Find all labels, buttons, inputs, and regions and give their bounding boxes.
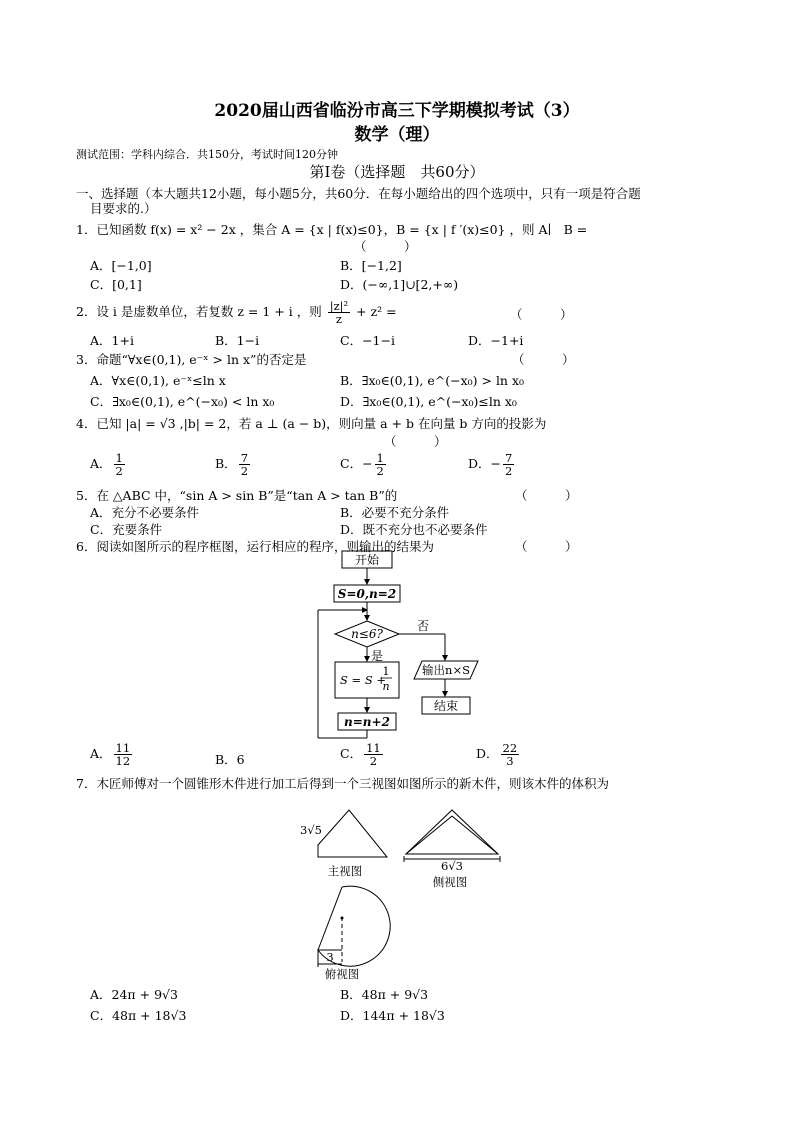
q4-d-den: 2 xyxy=(505,464,513,479)
q7-three-views xyxy=(290,802,520,982)
q5-option-b: B．必要不充分条件 xyxy=(340,505,450,520)
q6-a-label: A． xyxy=(90,746,112,762)
flow-update-label: S = S + xyxy=(340,673,386,687)
q3-option-b: B．∃x₀∈(0,1), e^(−x₀) > ln x₀ xyxy=(340,373,525,388)
q7-stem: 7．木匠师傅对一个圆锥形木件进行加工后得到一个三视图如图所示的新木件，则该木件的体积为 xyxy=(76,776,609,791)
q1-option-d: D．(−∞,1]∪[2,+∞) xyxy=(340,277,459,292)
q1-stem: 1．已知函数 f(x) = x² − 2x ，集合 A = {x | f(x)≤0}，B = {x | f ′(x)≤0} ，则 A∣ B = xyxy=(76,222,588,237)
q4-b-label: B． xyxy=(215,456,237,472)
q4-stem: 4．已知 |a| = √3 ,|b| = 2，若 a ⊥ (a − b)，则向量 a + b 在向量 b 方向的投影为 xyxy=(76,416,547,431)
flow-yes-label: 是 xyxy=(371,649,384,663)
q5-stem: 5．在 △ABC 中，“sin A > sin B”是“tan A > tan B”的 xyxy=(76,488,398,503)
side-dim-label: 6√3 xyxy=(441,859,463,873)
q2-stem-pre: 2．设 i 是虚数单位，若复数 z = 1 + i ，则 xyxy=(76,304,322,320)
q3-option-a: A．∀x∈(0,1), e⁻ˣ≤ln x xyxy=(90,373,226,388)
q3-option-c: C．∃x₀∈(0,1), e^(−x₀) < ln x₀ xyxy=(90,394,275,409)
flow-update-den: n xyxy=(382,680,390,693)
flow-end-label: 结束 xyxy=(433,699,459,713)
q2-option-c: C．−1−i xyxy=(340,333,395,348)
flow-start-label: 开始 xyxy=(354,553,380,567)
flow-condition-label: n≤6? xyxy=(351,627,383,641)
q4-option-b xyxy=(215,452,252,477)
q6-d-label: D． xyxy=(476,746,499,762)
q3-stem: 3．命题“∀x∈(0,1), e⁻ˣ > ln x”的否定是 xyxy=(76,352,307,367)
q6-a-frac xyxy=(114,742,133,767)
q5-blank: （ ） xyxy=(515,488,578,503)
q4-d-label: D．− xyxy=(468,456,501,472)
q6-flowchart xyxy=(300,548,500,744)
instructions-line-1: 一、选择题（本大题共12小题，每小题5分，共60分．在每小题给出的四个选项中，只有一项是符合题 xyxy=(76,186,641,201)
subject-title: 数学（理） xyxy=(354,125,440,145)
q4-a-num: 1 xyxy=(115,451,123,465)
q7-option-b: B．48π + 9√3 xyxy=(340,987,429,1002)
q4-option-c xyxy=(340,452,388,477)
q2-frac-den: z xyxy=(335,312,342,327)
q1-option-a: A．[−1,0] xyxy=(90,258,152,273)
q6-d-num: 22 xyxy=(502,741,518,755)
exam-title: 2020届山西省临汾市高三下学期模拟考试（3） xyxy=(214,101,580,121)
top-view-label: 俯视图 xyxy=(324,967,360,981)
test-scope: 测试范围：学科内综合．共150分，考试时间120分钟 xyxy=(76,148,338,161)
q6-c-label: C． xyxy=(340,746,363,762)
q4-d-num: 7 xyxy=(505,451,513,465)
q4-a-frac xyxy=(114,452,125,477)
q7-option-a: A．24π + 9√3 xyxy=(90,987,178,1002)
q2-stem xyxy=(76,300,397,325)
q7-option-c: C．48π + 18√3 xyxy=(90,1008,187,1023)
q1-blank: （ ） xyxy=(354,239,417,254)
q6-blank: （ ） xyxy=(515,539,578,554)
q6-option-c xyxy=(340,742,385,767)
instructions-line-2: 目要求的.） xyxy=(90,201,157,216)
q6-a-num: 11 xyxy=(115,741,131,755)
q3-blank: （ ） xyxy=(512,352,575,367)
q2-option-b: B．1−i xyxy=(215,333,260,348)
q4-c-num: 1 xyxy=(376,451,384,465)
q4-c-den: 2 xyxy=(376,464,384,479)
q6-a-den: 12 xyxy=(115,754,131,769)
front-dim-label: 3√5 xyxy=(300,823,322,837)
q1-option-c: C．[0,1] xyxy=(90,277,142,292)
flow-no-label: 否 xyxy=(417,619,430,633)
q4-a-den: 2 xyxy=(115,464,123,479)
q4-c-label: C．− xyxy=(340,456,373,472)
side-view-label: 侧视图 xyxy=(432,875,468,889)
front-view-shape xyxy=(318,810,387,857)
q2-frac-num: |z|² xyxy=(329,299,349,313)
q3-option-d: D．∃x₀∈(0,1), e^(−x₀)≤ln x₀ xyxy=(340,394,517,409)
flow-init-label: S=0,n=2 xyxy=(337,587,397,601)
q6-option-b: B．6 xyxy=(215,752,245,767)
q4-d-frac xyxy=(503,452,514,477)
q4-option-d xyxy=(468,452,516,477)
q2-option-d: D．−1+i xyxy=(468,333,524,348)
flow-update-num: 1 xyxy=(382,665,390,678)
q1-option-b: B．[−1,2] xyxy=(340,258,402,273)
q6-c-frac xyxy=(364,742,383,767)
q6-stem: 6．阅读如图所示的程序框图，运行相应的程序，则输出的结果为 xyxy=(76,539,434,554)
q2-fraction xyxy=(328,300,350,325)
q2-option-a: A．1+i xyxy=(90,333,134,348)
q7-option-d: D．144π + 18√3 xyxy=(340,1008,445,1023)
flow-output-label: 输出n×S xyxy=(422,663,470,677)
part-heading: 第Ⅰ卷（选择题 共60分） xyxy=(309,163,485,181)
q5-option-d: D．既不充分也不必要条件 xyxy=(340,522,488,537)
q4-option-a xyxy=(90,452,127,477)
top-dim-label: 3 xyxy=(326,950,334,964)
q6-d-frac xyxy=(501,742,520,767)
q6-c-num: 11 xyxy=(366,741,381,755)
q2-stem-post: + z² = xyxy=(356,304,397,320)
q4-blank: （ ） xyxy=(384,434,447,449)
q2-blank: （ ） xyxy=(510,307,573,322)
q4-b-den: 2 xyxy=(240,464,249,479)
q4-b-num: 7 xyxy=(240,451,249,465)
q5-option-c: C．充要条件 xyxy=(90,522,163,537)
q4-b-frac xyxy=(239,452,250,477)
q6-c-den: 2 xyxy=(369,754,378,769)
q4-c-frac xyxy=(375,452,386,477)
q4-a-label: A． xyxy=(90,456,112,472)
q6-d-den: 3 xyxy=(506,754,514,769)
q6-option-d xyxy=(476,742,521,767)
front-view-label: 主视图 xyxy=(327,864,363,878)
q5-option-a: A．充分不必要条件 xyxy=(90,505,200,520)
flow-step-label: n=n+2 xyxy=(344,715,390,729)
q6-option-a xyxy=(90,742,134,767)
